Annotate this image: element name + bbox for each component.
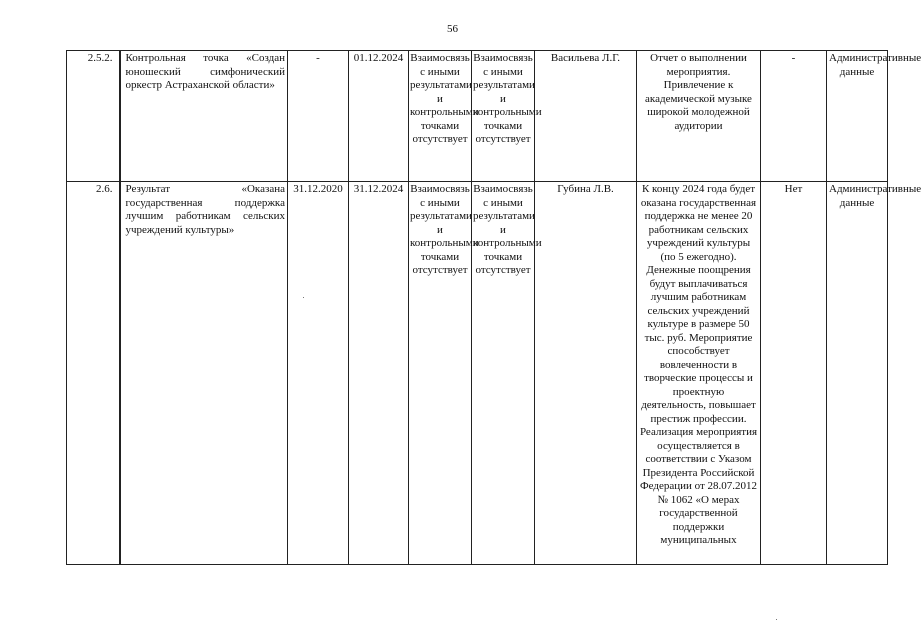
responsible-person: Губина Л.В. xyxy=(535,182,637,565)
result-description: К концу 2024 года будет оказана государственная поддержка не менее 20 работникам сельских учреждений культуры (по 5 ежегодно). Денежные поощрения будут выплачиваться лучшим работникам сельских учреждений культуре в размере 50 тыс. руб. Мероприятие способствует вовлеченности в творческие процессы и проектную деятельность, повышает престиж профессии. Реализация мероприятия осуществляется в соответствии с Указом Президента Российской Федерации от 28.07.2012 № 1062 «О мерах государственной поддержки муниципальных xyxy=(637,182,761,565)
page-number: 56 xyxy=(447,23,458,35)
row-number: 2.6. xyxy=(67,182,120,565)
plan-table xyxy=(66,50,921,565)
relation-previous: Взаимосвязь с иными результатами и контрольными точками отсутствует xyxy=(409,182,472,565)
information-system: Нет xyxy=(761,182,827,565)
data-source: Административные данные xyxy=(827,182,888,565)
row-number: 2.5.2. xyxy=(67,51,120,182)
information-system: - xyxy=(761,51,827,182)
scan-speck xyxy=(303,297,304,298)
start-date: 31.12.2020 xyxy=(288,182,349,565)
table-row xyxy=(67,51,888,182)
event-name: Результат «Оказана государственная поддержка лучшим работникам сельских учреждений культуры» xyxy=(120,182,288,565)
end-date: 01.12.2024 xyxy=(349,51,409,182)
data-source: Административные данные xyxy=(827,51,888,182)
responsible-person: Васильева Л.Г. xyxy=(535,51,637,182)
start-date: - xyxy=(288,51,349,182)
table-row xyxy=(67,182,888,565)
relation-next: Взаимосвязь с иными результатами и контрольными точками отсутствует xyxy=(472,182,535,565)
scan-speck xyxy=(776,619,777,620)
end-date: 31.12.2024 xyxy=(349,182,409,565)
relation-previous: Взаимосвязь с иными результатами и контрольными точками отсутствует xyxy=(409,51,472,182)
result-description: Отчет о выполнении мероприятия. Привлечение к академической музыке широкой молодежной аудитории xyxy=(637,51,761,182)
relation-next: Взаимосвязь с иными результатами и контрольными точками отсутствует xyxy=(472,51,535,182)
event-name: Контрольная точка «Создан юношеский симфонический оркестр Астраханской области» xyxy=(120,51,288,182)
